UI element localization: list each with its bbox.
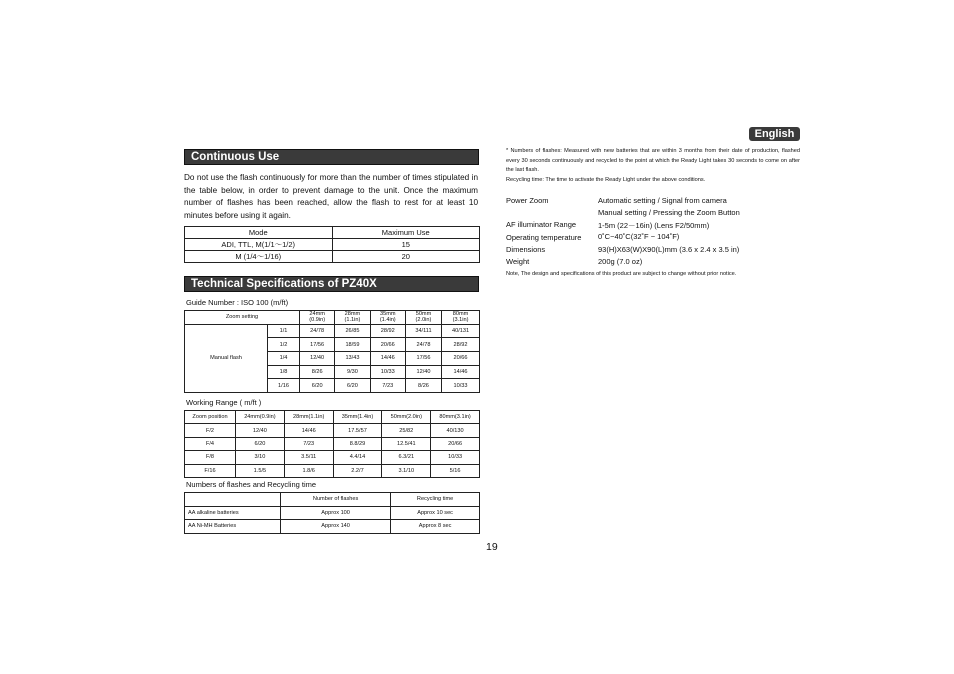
table-cell: 20 [332, 251, 480, 263]
table-cell: 3.5/11 [284, 451, 333, 464]
table-cell: 12.5/41 [382, 437, 431, 450]
continuous-use-title: Continuous Use [191, 151, 280, 163]
table-header: Zoom position [185, 411, 236, 424]
table-cell: 9/30 [335, 365, 370, 379]
table-cell: 8.8/29 [333, 437, 382, 450]
table-cell: 28/92 [442, 338, 480, 352]
tech-specs-heading-bar [184, 276, 479, 292]
table-cell: ADI, TTL, M(1/1～1/2) [185, 239, 333, 251]
working-range-caption: Working Range ( m/ft ) [186, 398, 262, 407]
table-cell: 4.4/14 [333, 451, 382, 464]
table-header: 80mm(3.1in) [431, 411, 480, 424]
table-header: Mode [185, 227, 333, 239]
table-cell: 2.2/7 [333, 464, 382, 477]
table-cell: Approx 8 sec [391, 520, 480, 534]
table-cell: 1.5/5 [236, 464, 285, 477]
recycling-caption: Numbers of flashes and Recycling time [186, 480, 317, 489]
table-cell: F/8 [185, 451, 236, 464]
table-cell: Approx 100 [281, 506, 391, 520]
table-header: Number of flashes [281, 493, 391, 507]
spec-value: 200g (7.0 oz) [598, 257, 643, 266]
table-row [185, 520, 480, 534]
table-cell: 6/20 [300, 379, 335, 393]
table-cell: Approx 140 [281, 520, 391, 534]
table-cell: 18/59 [335, 338, 370, 352]
table-cell: 17/56 [300, 338, 335, 352]
table-row [185, 464, 480, 477]
table-header: 35mm(1.4in) [333, 411, 382, 424]
design-change-note: Note, The design and specifications of this product are subject to change without prior notice. [506, 271, 737, 277]
table-row [185, 437, 480, 450]
table-cell: 12/40 [405, 365, 441, 379]
spec-label: Dimensions [506, 245, 546, 254]
table-cell: 28/92 [370, 324, 405, 338]
table-cell: Approx 10 sec [391, 506, 480, 520]
table-cell: 20/66 [442, 352, 480, 366]
table-cell: F/16 [185, 464, 236, 477]
table-cell: 25/82 [382, 424, 431, 437]
spec-label: Weight [506, 257, 530, 266]
spec-label: Power Zoom [506, 196, 549, 205]
zoom-col-header: 24mm (0.9in) [300, 311, 335, 325]
table-header: Recycling time [391, 493, 480, 507]
table-cell: 10/33 [431, 451, 480, 464]
flash-count-note: * Numbers of flashes: Measured with new batteries that are within 3 months from their date of production, flashed every 30 seconds continuously and recycled to the point at which the Ready Light takes 30 seconds to come on after the last flash. [506, 148, 800, 173]
continuous-use-heading-bar [184, 149, 479, 165]
recycling-table [184, 492, 480, 534]
zoom-col-header: 28mm (1.1in) [335, 311, 370, 325]
spec-label: AF illuminator Range [506, 220, 577, 229]
table-header: Maximum Use [332, 227, 480, 239]
tech-specs-title: Technical Specifications of PZ40X [191, 278, 377, 290]
table-row [185, 239, 480, 251]
table-cell: 3.1/10 [382, 464, 431, 477]
table-cell: 26/85 [335, 324, 370, 338]
guide-number-caption: Guide Number : ISO 100 (m/ft) [186, 298, 289, 307]
table-cell: M (1/4～1/16) [185, 251, 333, 263]
table-cell: 1.8/6 [284, 464, 333, 477]
table-cell: 8/26 [405, 379, 441, 393]
zoom-setting-label: Zoom setting [185, 311, 300, 325]
table-cell: 24/78 [300, 324, 335, 338]
table-cell: 34/111 [405, 324, 441, 338]
table-cell: AA Ni-MH Batteries [185, 520, 281, 534]
recycling-time-note: Recycling time: The time to activate the Ready Light under the above conditions. [506, 177, 706, 183]
spec-value: 93(H)X63(W)X90(L)mm (3.6 x 2.4 x 3.5 in) [598, 245, 740, 254]
spec-value: Manual setting / Pressing the Zoom Button [598, 208, 740, 217]
table-cell: F/2 [185, 424, 236, 437]
spec-label: Operating temperature [506, 233, 582, 242]
table-cell: 10/33 [370, 365, 405, 379]
page-number: 19 [486, 541, 498, 553]
table-cell: 24/78 [405, 338, 441, 352]
table-cell: 3/10 [236, 451, 285, 464]
table-cell: 8/26 [300, 365, 335, 379]
table-header: 24mm(0.9in) [236, 411, 285, 424]
table-cell: 15 [332, 239, 480, 251]
table-cell: 1/16 [268, 379, 300, 393]
table-header [185, 493, 281, 507]
table-cell: 40/131 [442, 324, 480, 338]
table-cell: 17/56 [405, 352, 441, 366]
spec-value: 1-5m (22－16in) (Lens F2/50mm) [598, 221, 710, 230]
spec-value: 0˚C−40˚C(32˚F − 104˚F) [598, 232, 680, 241]
table-cell: 1/8 [268, 365, 300, 379]
table-row [185, 424, 480, 437]
table-cell: 1/2 [268, 338, 300, 352]
spec-value: Automatic setting / Signal from camera [598, 196, 727, 205]
table-row [185, 506, 480, 520]
zoom-col-header: 80mm (3.1in) [442, 311, 480, 325]
continuous-use-table [184, 226, 480, 263]
table-header: 28mm(1.1in) [284, 411, 333, 424]
table-row [185, 324, 480, 338]
table-row [185, 251, 480, 263]
table-row [185, 451, 480, 464]
table-cell: 14/46 [442, 365, 480, 379]
table-cell: 1/1 [268, 324, 300, 338]
zoom-col-header: 50mm (2.0in) [405, 311, 441, 325]
zoom-col-header: 35mm (1.4in) [370, 311, 405, 325]
table-cell: 12/40 [300, 352, 335, 366]
table-cell: 7/23 [370, 379, 405, 393]
table-cell: 6/20 [236, 437, 285, 450]
table-cell: 6/20 [335, 379, 370, 393]
table-cell: 20/66 [370, 338, 405, 352]
table-cell: 10/33 [442, 379, 480, 393]
working-range-table [184, 410, 480, 478]
table-cell: 17.5/57 [333, 424, 382, 437]
table-cell: AA alkaline batteries [185, 506, 281, 520]
table-cell: 6.3/21 [382, 451, 431, 464]
manual-flash-label: Manual flash [185, 324, 268, 392]
language-badge: English [749, 127, 800, 141]
table-cell: 40/130 [431, 424, 480, 437]
table-cell: 7/23 [284, 437, 333, 450]
table-cell: 13/43 [335, 352, 370, 366]
continuous-use-paragraph: Do not use the flash continuously for more than the number of times stipulated in the table below, in order to prevent damage to the unit. Once the maximum number of flashes has been reached, allow the flash to rest for at least 10 minutes before using it again. [184, 173, 478, 221]
table-cell: 14/46 [370, 352, 405, 366]
table-cell: 12/40 [236, 424, 285, 437]
table-cell: 14/46 [284, 424, 333, 437]
table-cell: 5/16 [431, 464, 480, 477]
table-cell: 1/4 [268, 352, 300, 366]
table-cell: 20/66 [431, 437, 480, 450]
table-header: 50mm(2.0in) [382, 411, 431, 424]
guide-number-table [184, 310, 480, 393]
table-cell: F/4 [185, 437, 236, 450]
